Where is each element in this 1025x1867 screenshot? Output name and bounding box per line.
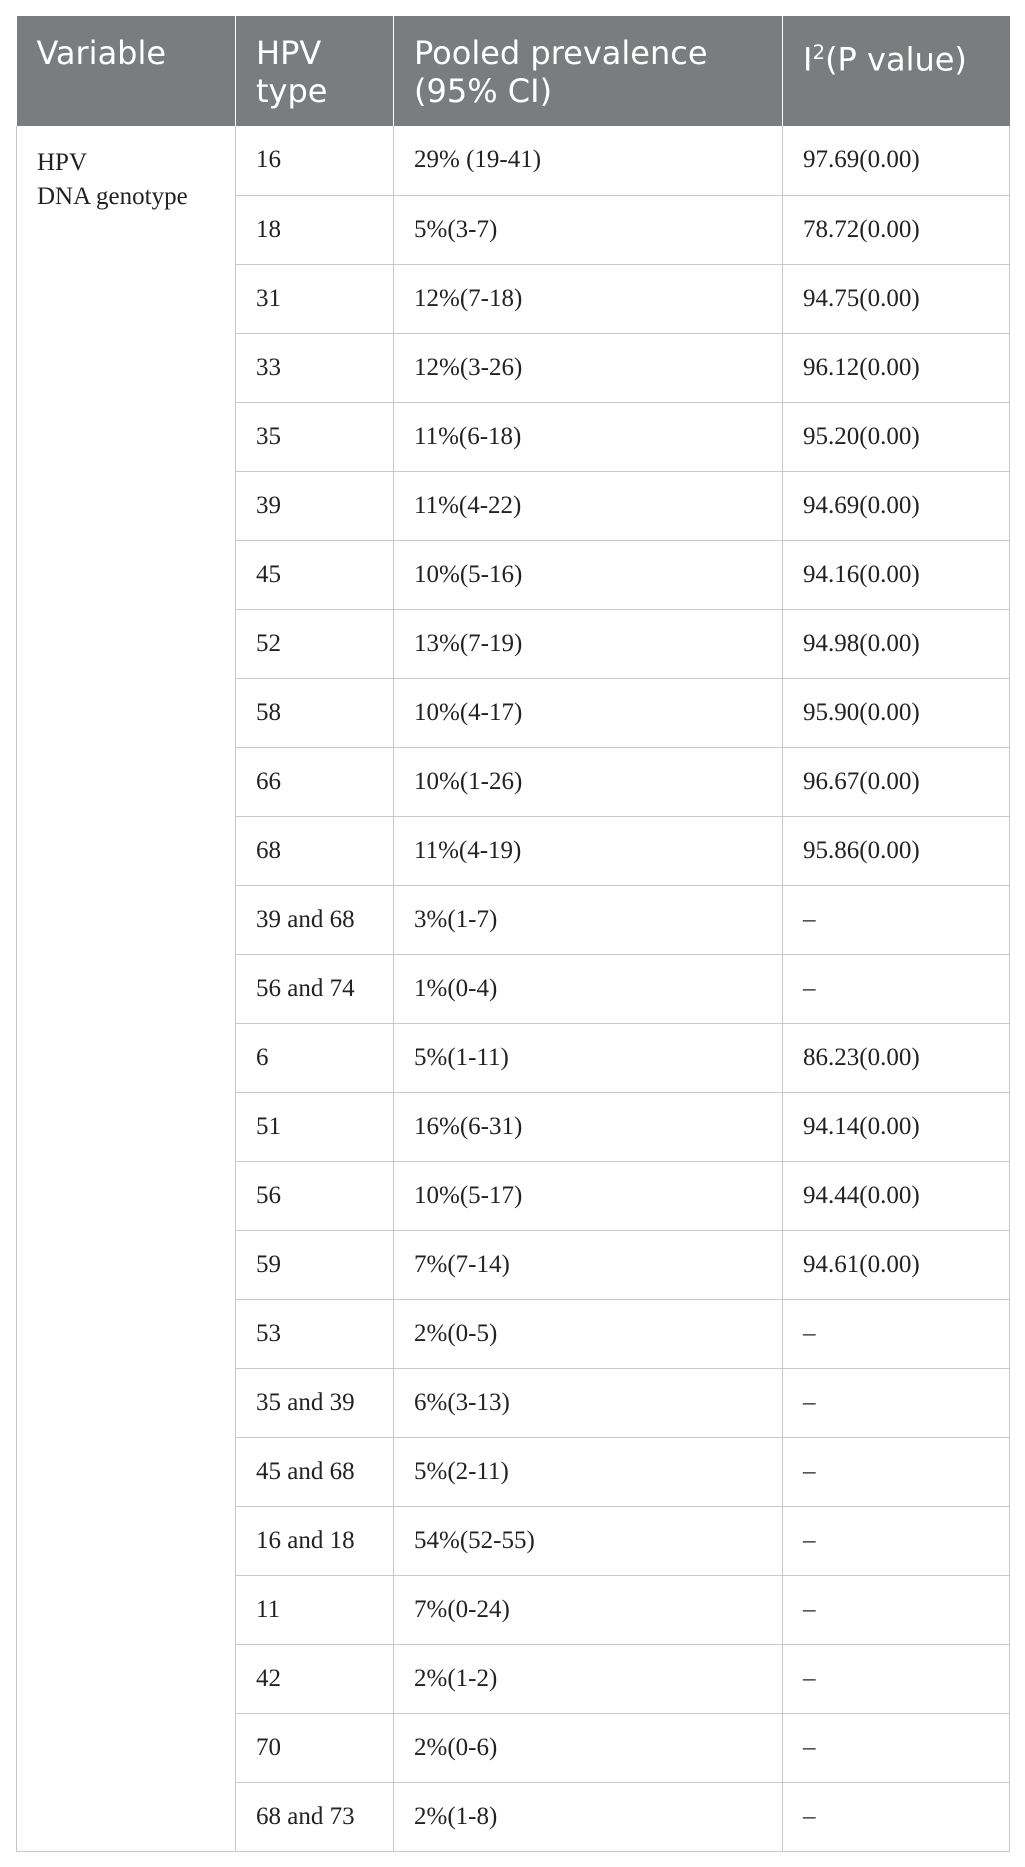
prevalence-cell: 7%(0-24)	[394, 1575, 783, 1644]
hpv-type-cell: 52	[236, 609, 394, 678]
hpv-type-cell: 59	[236, 1230, 394, 1299]
hpv-type-cell: 68 and 73	[236, 1782, 394, 1851]
header-pooled-line2: (95% CI)	[414, 72, 553, 110]
i2-cell: 78.72(0.00)	[783, 195, 1010, 264]
prevalence-cell: 10%(5-16)	[394, 540, 783, 609]
variable-line1: HPV	[37, 149, 88, 176]
i2-cell: 95.20(0.00)	[783, 402, 1010, 471]
prevalence-cell: 11%(4-22)	[394, 471, 783, 540]
header-hpv-type-line1: HPV	[256, 34, 322, 72]
i2-cell: 86.23(0.00)	[783, 1023, 1010, 1092]
prevalence-cell: 10%(5-17)	[394, 1161, 783, 1230]
i2-cell: –	[783, 954, 1010, 1023]
prevalence-cell: 11%(4-19)	[394, 816, 783, 885]
prevalence-cell: 1%(0-4)	[394, 954, 783, 1023]
i2-cell: 94.61(0.00)	[783, 1230, 1010, 1299]
header-hpv-type	[236, 16, 394, 126]
variable-line2: DNA genotype	[37, 183, 188, 210]
i2-cell: –	[783, 1575, 1010, 1644]
hpv-type-cell: 45 and 68	[236, 1437, 394, 1506]
header-i2-rest: (P value)	[825, 40, 967, 79]
hpv-type-cell: 56 and 74	[236, 954, 394, 1023]
header-pooled-line1: Pooled prevalence	[414, 34, 708, 72]
prevalence-cell: 2%(1-2)	[394, 1644, 783, 1713]
i2-cell: 96.12(0.00)	[783, 333, 1010, 402]
prevalence-cell: 2%(0-5)	[394, 1299, 783, 1368]
hpv-type-cell: 66	[236, 747, 394, 816]
hpv-type-cell: 35	[236, 402, 394, 471]
header-hpv-type-line2: type	[256, 72, 328, 110]
i2-cell: 94.44(0.00)	[783, 1161, 1010, 1230]
i2-cell: 97.69(0.00)	[783, 126, 1010, 195]
i2-cell: –	[783, 1368, 1010, 1437]
header-variable	[17, 16, 236, 126]
prevalence-cell: 54%(52-55)	[394, 1506, 783, 1575]
prevalence-cell: 5%(3-7)	[394, 195, 783, 264]
header-row	[17, 16, 1010, 126]
i2-cell: –	[783, 1782, 1010, 1851]
hpv-type-cell: 39 and 68	[236, 885, 394, 954]
hpv-type-cell: 35 and 39	[236, 1368, 394, 1437]
hpv-prevalence-table	[16, 16, 1010, 1852]
table-body	[17, 126, 1010, 1851]
hpv-type-cell: 45	[236, 540, 394, 609]
hpv-type-cell: 53	[236, 1299, 394, 1368]
prevalence-cell: 12%(7-18)	[394, 264, 783, 333]
hpv-type-cell: 58	[236, 678, 394, 747]
i2-cell: 95.86(0.00)	[783, 816, 1010, 885]
prevalence-cell: 29% (19-41)	[394, 126, 783, 195]
prevalence-cell: 2%(1-8)	[394, 1782, 783, 1851]
prevalence-cell: 2%(0-6)	[394, 1713, 783, 1782]
hpv-type-cell: 56	[236, 1161, 394, 1230]
hpv-type-cell: 51	[236, 1092, 394, 1161]
prevalence-cell: 11%(6-18)	[394, 402, 783, 471]
i2-cell: –	[783, 1299, 1010, 1368]
i2-cell: 94.75(0.00)	[783, 264, 1010, 333]
hpv-type-cell: 16 and 18	[236, 1506, 394, 1575]
hpv-type-cell: 42	[236, 1644, 394, 1713]
hpv-type-cell: 68	[236, 816, 394, 885]
prevalence-cell: 12%(3-26)	[394, 333, 783, 402]
header-variable-label: Variable	[36, 34, 167, 72]
i2-cell: 94.16(0.00)	[783, 540, 1010, 609]
hpv-type-cell: 39	[236, 471, 394, 540]
prevalence-cell: 10%(1-26)	[394, 747, 783, 816]
prevalence-cell: 5%(1-11)	[394, 1023, 783, 1092]
hpv-type-cell: 6	[236, 1023, 394, 1092]
hpv-type-cell: 70	[236, 1713, 394, 1782]
header-i2	[783, 16, 1010, 126]
prevalence-cell: 16%(6-31)	[394, 1092, 783, 1161]
table-header	[17, 16, 1010, 126]
variable-cell	[17, 126, 236, 1851]
hpv-type-cell: 18	[236, 195, 394, 264]
i2-cell: 96.67(0.00)	[783, 747, 1010, 816]
prevalence-cell: 5%(2-11)	[394, 1437, 783, 1506]
hpv-type-cell: 31	[236, 264, 394, 333]
prevalence-cell: 13%(7-19)	[394, 609, 783, 678]
prevalence-cell: 3%(1-7)	[394, 885, 783, 954]
hpv-type-cell: 11	[236, 1575, 394, 1644]
i2-cell: –	[783, 885, 1010, 954]
i2-cell: 94.69(0.00)	[783, 471, 1010, 540]
i2-cell: –	[783, 1506, 1010, 1575]
i2-cell: 94.14(0.00)	[783, 1092, 1010, 1161]
i2-cell: –	[783, 1644, 1010, 1713]
hpv-type-cell: 16	[236, 126, 394, 195]
prevalence-cell: 6%(3-13)	[394, 1368, 783, 1437]
hpv-type-cell: 33	[236, 333, 394, 402]
header-i2-base: I	[803, 40, 813, 79]
prevalence-cell: 10%(4-17)	[394, 678, 783, 747]
i2-cell: 94.98(0.00)	[783, 609, 1010, 678]
prevalence-cell: 7%(7-14)	[394, 1230, 783, 1299]
i2-cell: 95.90(0.00)	[783, 678, 1010, 747]
i2-cell: –	[783, 1437, 1010, 1506]
table-row	[17, 126, 1010, 195]
header-i2-sup: 2	[812, 41, 826, 64]
header-pooled-prevalence	[394, 16, 783, 126]
i2-cell: –	[783, 1713, 1010, 1782]
